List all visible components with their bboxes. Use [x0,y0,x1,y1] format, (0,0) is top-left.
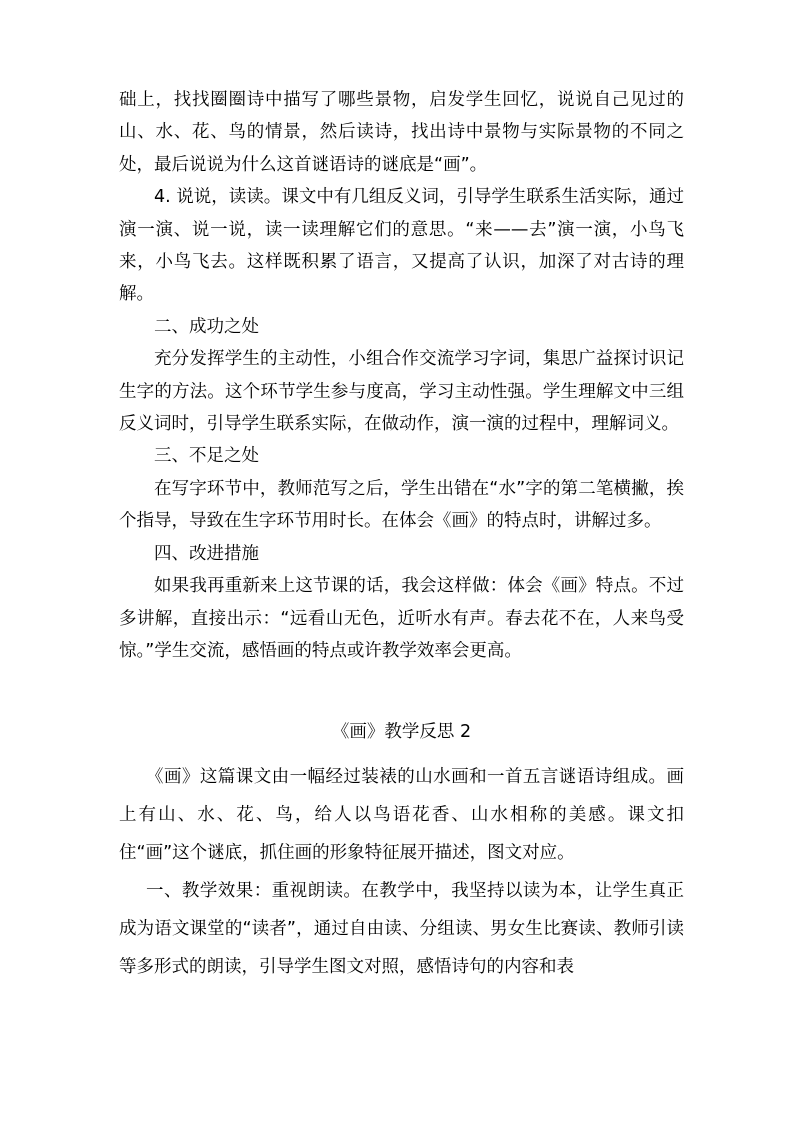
paragraph-item-4: 4. 说说，读读。课文中有几组反义词，引导学生联系生活实际，通过演一演、说一说，读一读理解它们的意思。“来——去”演一演，小鸟飞来，小鸟飞去。这样既积累了语言，又提高了认识，加深了对古诗的理解。 [119,187,684,305]
paragraph-shortfall: 在写字环节中，教师范写之后，学生出错在“水”字的第二笔横撇，挨个指导，导致在生字环节用时长。在体会《画》的特点时，讲解过多。 [119,478,684,532]
heading-success: 二、成功之处 [154,316,259,337]
paragraph-section2-intro: 《画》这篇课文由一幅经过装裱的山水画和一首五言谜语诗组成。画上有山、水、花、鸟，给人以鸟语花香、山水相称的美感。课文扣住“画”这个谜底，抓住画的形象特征展开描述，图文对应。 [119,767,684,863]
paragraph-intro-continued: 础上，找找圈圈诗中描写了哪些景物，启发学生回忆，说说自己见过的山、水、花、鸟的情景，然后读诗，找出诗中景物与实际景物的不同之处，最后说说为什么这首谜语诗的谜底是“画”。 [119,90,684,175]
section-1-body [119,84,684,667]
section-2-body [119,758,684,986]
paragraph-teaching-effect: 一、教学效果：重视朗读。在教学中，我坚持以读为本，让学生真正成为语文课堂的“读者”，通过自由读、分组读、男女生比赛读、教师引读等多形式的朗读，引导学生图文对照，感悟诗句的内容和表 [119,881,684,977]
heading-improve: 四、改进措施 [154,543,259,564]
paragraph-success: 充分发挥学生的主动性，小组合作交流学习字词，集思广益探讨识记生字的方法。这个环节学生参与度高，学习主动性强。学生理解文中三组反义词时，引导学生联系实际，在做动作，演一演的过程中，理解词义。 [119,349,684,435]
section-2-title: 《画》教学反思 2 [331,722,472,742]
heading-shortfall: 三、不足之处 [154,446,259,467]
paragraph-improve: 如果我再重新来上这节课的话，我会这样做：体会《画》特点。不过多讲解，直接出示：“远看山无色，近听水有声。春去花不在，人来鸟受惊。”学生交流，感悟画的特点或许教学效率会更高。 [119,576,684,661]
